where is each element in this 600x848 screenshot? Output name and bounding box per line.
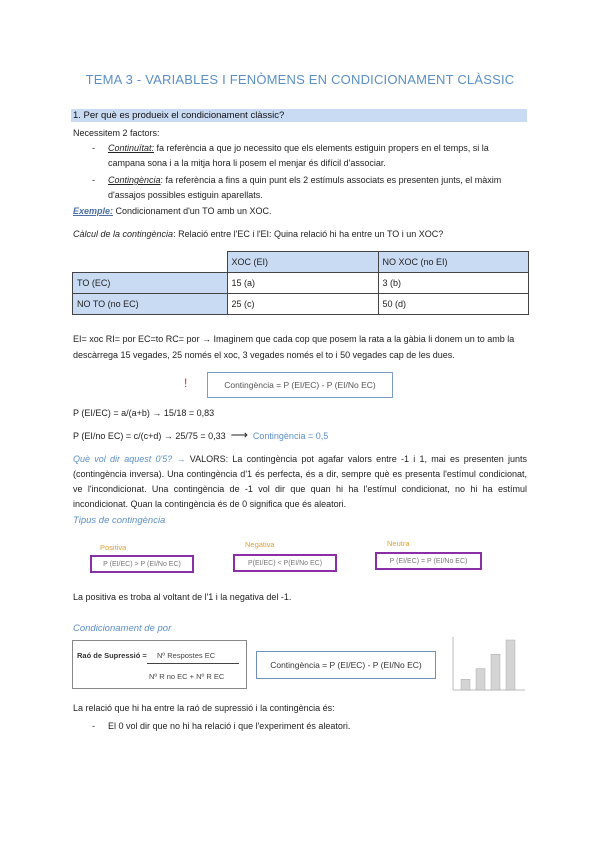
chart-bar bbox=[491, 654, 500, 690]
intro-text: Necessitem 2 factors: bbox=[73, 128, 160, 138]
table-header-row bbox=[73, 252, 529, 273]
meaning-question: Què vol dir aquest 0'5? → bbox=[73, 454, 186, 464]
section-heading: 1. Per què es produeix el condicionament clàssic? bbox=[73, 110, 285, 121]
factor-continuity bbox=[108, 143, 489, 153]
ratio-label: Raó de Supressió = bbox=[77, 651, 147, 660]
probability-1: P (EI/EC) = a/(a+b) → 15/18 = 0,83 bbox=[73, 408, 215, 418]
factor-term: Continuïtat: bbox=[108, 143, 155, 153]
chart-bar bbox=[506, 640, 515, 690]
closing-text: La relació que hi ha entre la raó de supressió i la contingència és: bbox=[73, 703, 335, 713]
table-cell: 50 (d) bbox=[378, 294, 528, 315]
type-formula-positive: P (EI/EC) > P (EI/No EC) bbox=[90, 555, 194, 573]
page-title: TEMA 3 - VARIABLES I FENÒMENS EN CONDICIONAMENT CLÀSSIC bbox=[85, 72, 515, 87]
table-row bbox=[73, 273, 529, 294]
bullet-dash: - bbox=[92, 143, 95, 153]
contingency-result: Contingència = 0,5 bbox=[252, 431, 329, 441]
probability-2-text: P (EI/no EC) = c/(c+d) → 25/75 = 0,33 bbox=[73, 431, 226, 441]
types-note: La positiva es troba al voltant de l'1 i la negativa del -1. bbox=[73, 592, 292, 602]
factor-contingency bbox=[108, 175, 501, 185]
factor-contingency-line2: d'assajos possibles estiguin aparellats. bbox=[108, 190, 263, 200]
calc-line bbox=[73, 229, 443, 239]
example-label: Exemple: bbox=[73, 206, 114, 216]
bullet-dash: - bbox=[92, 721, 95, 731]
calc-label: Càlcul de la contingència bbox=[73, 229, 174, 239]
probability-2 bbox=[73, 428, 328, 442]
table-cell: 15 (a) bbox=[227, 273, 378, 294]
ratio-denominator: Nº R no EC + Nº R EC bbox=[149, 672, 225, 681]
meaning-paragraph bbox=[73, 452, 527, 512]
explanation-line1: EI= xoc RI= por EC=to RC= por → Imaginem que cada cop que posem la rata a la gàbia li donem un to amb la bbox=[73, 334, 515, 344]
table-cell: 3 (b) bbox=[378, 273, 528, 294]
contingency-table bbox=[72, 251, 529, 315]
type-label-positive: Positiva bbox=[100, 543, 127, 552]
chart-bar bbox=[461, 679, 470, 690]
closing-bullet: El 0 vol dir que no hi ha relació i que l'experiment és aleatori. bbox=[108, 721, 351, 731]
bar-chart bbox=[447, 634, 527, 694]
exclamation-mark: ! bbox=[184, 376, 188, 390]
factor-continuity-line2: campana sona i a la mitja hora li posem el menjar és difícil d'associar. bbox=[108, 158, 386, 168]
table-col-header: XOC (EI) bbox=[227, 252, 378, 273]
chart-bar bbox=[476, 669, 485, 690]
contingency-formula-box-2: Contingència = P (EI/EC) - P (EI/No EC) bbox=[256, 651, 436, 679]
example-text: Condicionament d'un TO amb un XOC. bbox=[113, 206, 272, 216]
fear-heading: Condicionament de por bbox=[73, 623, 172, 634]
type-label-negative: Negativa bbox=[245, 540, 275, 549]
contingency-formula-box: Contingència = P (EI/EC) - P (EI/No EC) bbox=[207, 372, 393, 398]
ratio-numerator: Nº Respostes EC bbox=[157, 651, 216, 660]
factor-term: Contingència bbox=[108, 175, 161, 185]
table-row-header: NO TO (no EC) bbox=[73, 294, 228, 315]
table-row-header: TO (EC) bbox=[73, 273, 228, 294]
table-col-header: NO XOC (no EI) bbox=[378, 252, 528, 273]
suppression-ratio-box bbox=[72, 640, 247, 689]
example-line bbox=[73, 206, 272, 216]
bullet-dash: - bbox=[92, 175, 95, 185]
factor-line: : fa referència a fins a quin punt els 2 estímuls associats es presenten junts, el màxim bbox=[160, 175, 502, 185]
explanation-line2: descàrrega 15 vegades, 25 només el xoc, 3 vegades només el to i 50 vegades cap de les dues. bbox=[73, 350, 455, 360]
factor-line: fa referència a que jo necessito que els elements estiguin propers en el temps, si la bbox=[154, 143, 489, 153]
arrow-icon: ⟶ bbox=[230, 428, 248, 442]
type-label-neutral: Neutra bbox=[387, 539, 410, 548]
calc-text: : Relació entre l'EC i l'EI: Quina relació hi ha entre un TO i un XOC? bbox=[173, 229, 444, 239]
meaning-text: VALORS: La contingència pot agafar valors entre -1 i 1, mai es presenten junts (contingència inversa). Una contingència d'1 és perfecta, és a dir, sempre què es presenta l'estímul condicionat, ve l'incondicionat. Una contingència de -1 vol dir que quan hi ha l'estímul condicionat, no hi ha estímul incondicionat. Quan la contingència és de 0 significa que és aleatori. bbox=[73, 454, 527, 509]
type-formula-negative: P(EI/EC) < P(EI/No EC) bbox=[233, 554, 337, 572]
fraction-line bbox=[147, 663, 239, 664]
type-formula-neutral: P (EI/EC) = P (EI/No EC) bbox=[375, 552, 482, 570]
table-row bbox=[73, 294, 529, 315]
types-heading: Tipus de contingència bbox=[73, 515, 166, 526]
table-corner bbox=[73, 252, 228, 273]
table-cell: 25 (c) bbox=[227, 294, 378, 315]
